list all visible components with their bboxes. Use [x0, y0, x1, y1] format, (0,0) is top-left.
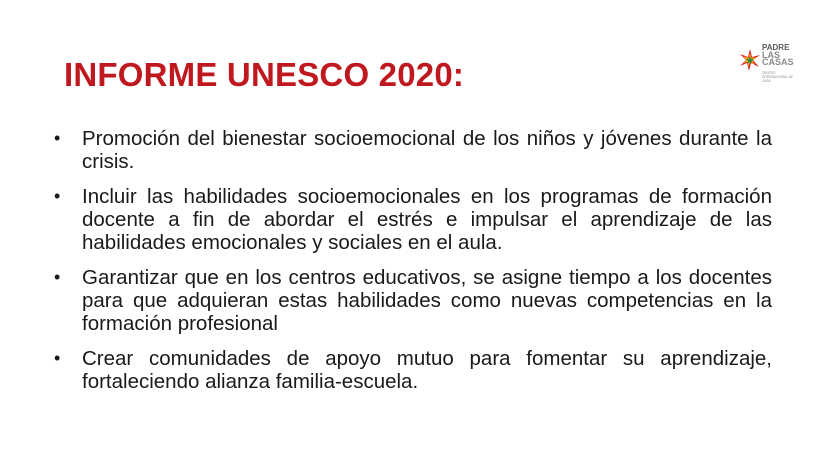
logo-line-1: PADRE: [762, 43, 790, 52]
bullet-icon: •: [54, 186, 61, 206]
bullet-text: Promoción del bienestar socioemocional de los niños y jóvenes durante la crisis.: [82, 127, 772, 173]
logo-subtitle: CENTRO INTERNACIONAL DE CASA: [762, 71, 794, 83]
bullet-icon: •: [54, 348, 61, 368]
logo-line-3: CASAS: [762, 57, 794, 67]
logo-wordmark: [762, 44, 794, 67]
bullet-item: [52, 347, 772, 393]
bullet-icon: •: [54, 128, 61, 148]
bullet-icon: •: [54, 267, 61, 287]
bullet-text: Garantizar que en los centros educativos, se asigne tiempo a los docentes para que adquieran estas habilidades como nuevas competencias en la formación profesional: [82, 266, 772, 335]
slide-title: INFORME UNESCO 2020:: [64, 56, 465, 93]
logo-line-2: LAS: [762, 49, 780, 60]
star-icon: [738, 48, 762, 72]
bullet-item: [52, 185, 772, 254]
bullet-text: Incluir las habilidades socioemocionales en los programas de formación docente a fin de abordar el estrés e impulsar el aprendizaje de las habilidades emocionales y sociales en el aula.: [82, 185, 772, 254]
bullet-item: [52, 266, 772, 335]
bullet-text: Crear comunidades de apoyo mutuo para fomentar su aprendizaje, fortaleciendo alianza familia-escuela.: [82, 347, 772, 393]
bullet-list: [52, 127, 772, 405]
padre-las-casas-logo: [738, 44, 800, 90]
bullet-item: [52, 127, 772, 173]
